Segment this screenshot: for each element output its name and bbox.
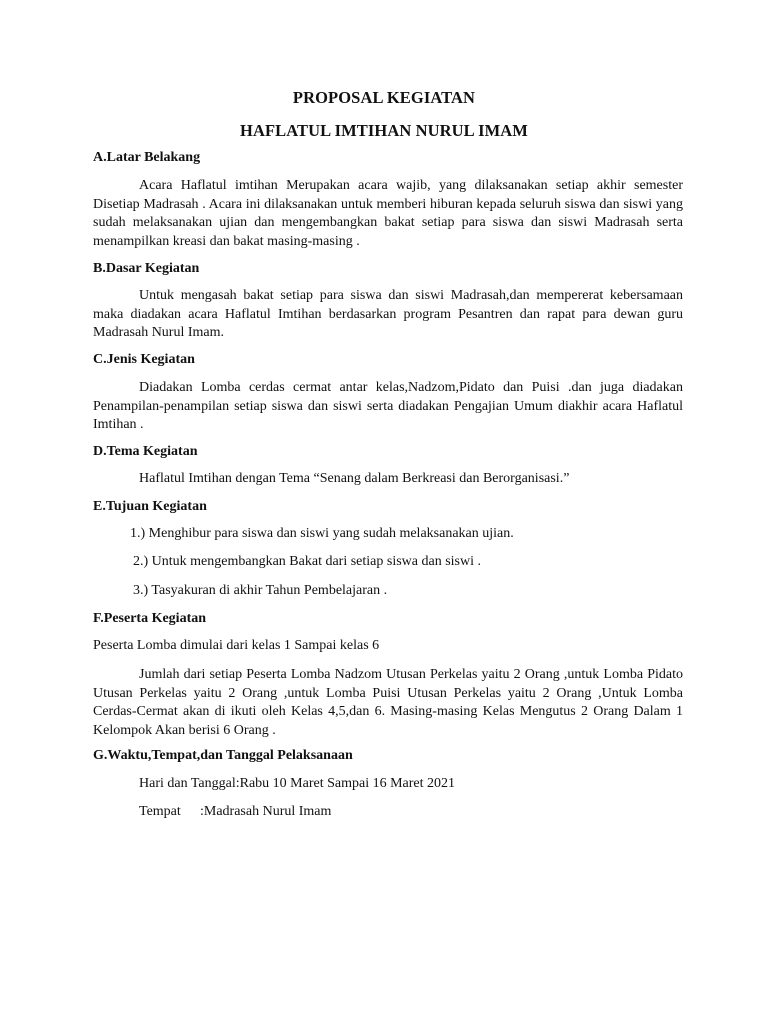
section-intro-peserta-kegiatan: Peserta Lomba dimulai dari kelas 1 Sampai kelas 6 bbox=[93, 638, 380, 653]
section-heading-dasar-kegiatan: B.Dasar Kegiatan bbox=[93, 261, 200, 276]
section-text-jenis-kegiatan: Diadakan Lomba cerdas cermat antar kelas,Nadzom,Pidato dan Puisi .dan juga diadakan Penampilan-penampilan setiap siswa dan siswi serta diadakan Pengajian Umum diakhir acara Haflatul Imtihan . bbox=[93, 380, 683, 432]
list-item: 3.) Tasyakuran di akhir Tahun Pembelajaran . bbox=[133, 583, 388, 598]
list-item: 1.) Menghibur para siswa dan siswi yang sudah melaksanakan ujian. bbox=[130, 526, 514, 541]
section-heading-latar-belakang: A.Latar Belakang bbox=[93, 150, 201, 165]
section-heading-tema-kegiatan: D.Tema Kegiatan bbox=[93, 444, 198, 459]
section-heading-peserta-kegiatan: F.Peserta Kegiatan bbox=[93, 611, 207, 626]
place-value: :Madrasah Nurul Imam bbox=[200, 804, 332, 819]
section-heading-tujuan-kegiatan: E.Tujuan Kegiatan bbox=[93, 499, 207, 514]
section-text-peserta-kegiatan: Jumlah dari setiap Peserta Lomba Nadzom Utusan Perkelas yaitu 2 Orang ,untuk Lomba Pidato Utusan Perkelas yaitu 2 Orang ,untuk Lomba Puisi Utusan Perkelas yaitu 2 Orang ,Untuk Lomba Cerdas-Cermat akan di ikuti oleh Kelas 4,5,dan 6. Masing-masing Kelas Mengutus 2 Orang Dalam 1 Kelompok Akan berisi 6 Orang . bbox=[93, 667, 683, 738]
list-item: 2.) Untuk mengembangkan Bakat dari setiap siswa dan siswi . bbox=[133, 554, 481, 569]
section-text-dasar-kegiatan: Untuk mengasah bakat setiap para siswa dan siswi Madrasah,dan mempererat kebersamaan maka diadakan acara Haflatul Imtihan berdasarkan program Pesantren dan rapat para dewan guru Madrasah Nurul Imam. bbox=[93, 288, 683, 340]
date-line: Hari dan Tanggal:Rabu 10 Maret Sampai 16 Maret 2021 bbox=[139, 776, 456, 791]
section-heading-jenis-kegiatan: C.Jenis Kegiatan bbox=[93, 352, 195, 367]
section-text-tema-kegiatan: Haflatul Imtihan dengan Tema “Senang dalam Berkreasi dan Berorganisasi.” bbox=[139, 471, 570, 486]
document-subtitle: HAFLATUL IMTIHAN NURUL IMAM bbox=[240, 121, 528, 140]
section-heading-waktu-tempat: G.Waktu,Tempat,dan Tanggal Pelaksanaan bbox=[93, 748, 353, 763]
document-title: PROPOSAL KEGIATAN bbox=[292, 88, 476, 107]
section-text-latar-belakang: Acara Haflatul imtihan Merupakan acara wajib, yang dilaksanakan setiap akhir semester Disetiap Madrasah . Acara ini dilaksanakan untuk memberi hiburan kepada seluruh siswa dan siswi yang sudah melaksanakan ujian dan mengembangkan bakat setiap para siswa dan siswi Madrasah serta menampilkan kreasi dan bakat masing-masing . bbox=[93, 178, 683, 249]
place-label: Tempat bbox=[139, 804, 181, 819]
